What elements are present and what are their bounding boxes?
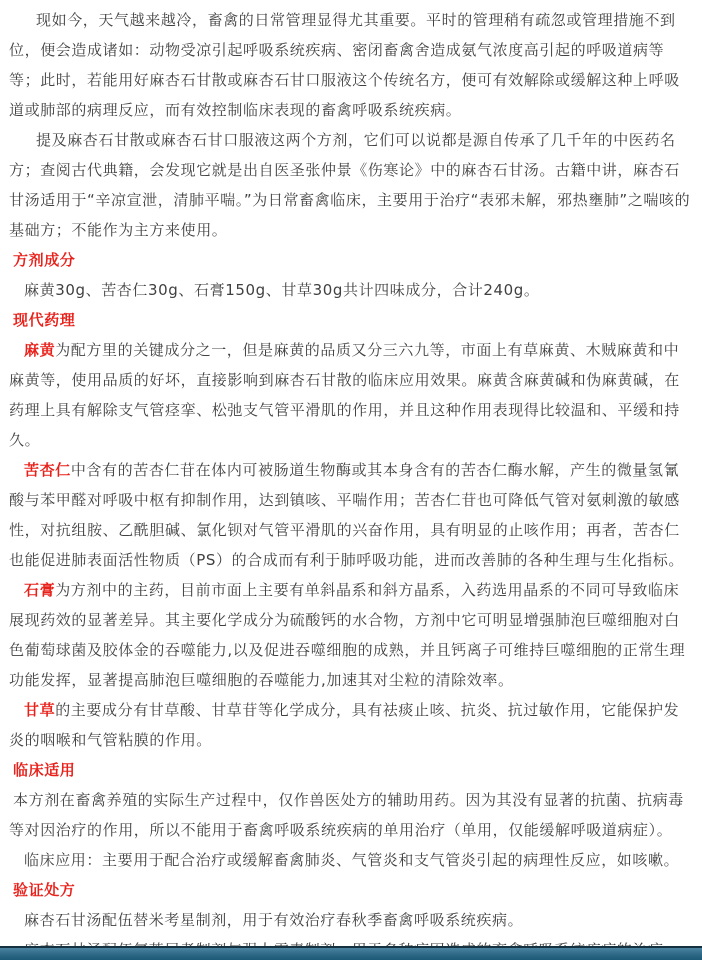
paragraph-text: 的主要成分有甘草酸、甘草苷等化学成分，具有祛痰止咳、抗炎、抗过敏作用，它能保护发炎的咽喉和气管粘膜的作用。 [9,701,680,749]
keyword-lead: 麻黄 [24,341,56,359]
paragraph-text: 为配方里的关键成分之一，但是麻黄的品质又分三六九等，市面上有草麻黄、木贼麻黄和中麻黄等，使用品质的好坏，直接影响到麻杏石甘散的临床应用效果。麻黄含麻黄碱和伪麻黄碱，在药理上具有解除支气管痉挛、松弛支气管平滑肌的作用，并且这种作用表现得比较温和、平缓和持久。 [9,341,680,449]
keyword-lead: 石膏 [24,581,56,599]
article-paragraph: 提及麻杏石甘散或麻杏石甘口服液这两个方剂，它们可以说都是源自传承了几千年的中医药名方；查阅古代典籍，会发现它就是出自医圣张仲景《伤寒论》中的麻杏石甘汤。古籍中讲，麻杏石甘汤适用于“辛凉宣泄，清肺平喘。”为日常畜禽临床，主要用于治疗“表邪未解，邪热壅肺”之喘咳的基础方；不能作为主方来使用。 [9,131,691,239]
keyword-lead: 甘草 [24,701,56,719]
keyword-lead: 苦杏仁 [24,461,71,479]
article-paragraph [9,455,694,575]
section-heading: 临床适用 [13,761,76,779]
article-paragraph [9,695,694,755]
section-heading: 方剂成分 [13,251,76,269]
article-paragraph: 本方剂在畜禽养殖的实际生产过程中，仅作兽医处方的辅助用药。因为其没有显著的抗菌、抗病毒等对因治疗的作用，所以不能用于畜禽呼吸系统疾病的单用治疗（单用，仅能缓解呼吸道病症）。 [9,791,684,839]
bottom-gradient-bar [0,946,702,960]
article-paragraph: 临床应用：主要用于配合治疗或缓解畜禽肺炎、气管炎和支气管炎引起的病理性反应，如咳嗽。 [24,851,680,869]
paragraph-text: 为方剂中的主药，目前市面上主要有单斜晶系和斜方晶系，入药选用晶系的不同可导致临床展现药效的显著差异。其主要化学成分为硫酸钙的水合物，方剂中它可明显增强肺泡巨噬细胞对白色葡萄球菌及胶体金的吞噬能力,以及促进吞噬细胞的成熟，并且钙离子可维持巨噬细胞的正常生理功能发挥，显著提高肺泡巨噬细胞的吞噬能力,加速其对尘粒的清除效率。 [9,581,686,689]
article-paragraph: 现如今，天气越来越冷，畜禽的日常管理显得尤其重要。平时的管理稍有疏忽或管理措施不到位，便会造成诸如：动物受凉引起呼吸系统疾病、密闭畜禽舍造成氨气浓度高引起的呼吸道病等等；此时，若能用好麻杏石甘散或麻杏石甘口服液这个传统名方，便可有效解除或缓解这种上呼吸道或肺部的病理反应，而有效控制临床表现的畜禽呼吸系统疾病。 [9,11,680,119]
article-paragraph [9,335,694,455]
article-paragraph: 麻黄30g、苦杏仁30g、石膏150g、甘草30g共计四味成分，合计240g。 [24,281,540,299]
paragraph-text: 中含有的苦杏仁苷在体内可被肠道生物酶或其本身含有的苦杏仁酶水解，产生的微量氢氰酸与苯甲醛对呼吸中枢有抑制作用，达到镇咳、平喘作用；苦杏仁苷也可降低气管对氨刺激的敏感性，对抗组胺、乙酰胆碱、氯化钡对气管平滑肌的兴奋作用，具有明显的止咳作用；再者，苦杏仁也能促进肺表面活性物质（PS）的合成而有利于肺呼吸功能，进而改善肺的各种生理与生化指标。 [9,461,684,569]
article-paragraph [9,575,694,695]
section-heading: 验证处方 [13,881,76,899]
section-heading: 现代药理 [13,311,76,329]
article-paragraph: 麻杏石甘汤配伍替米考星制剂，用于有效治疗春秋季畜禽呼吸系统疾病。 [24,911,524,929]
